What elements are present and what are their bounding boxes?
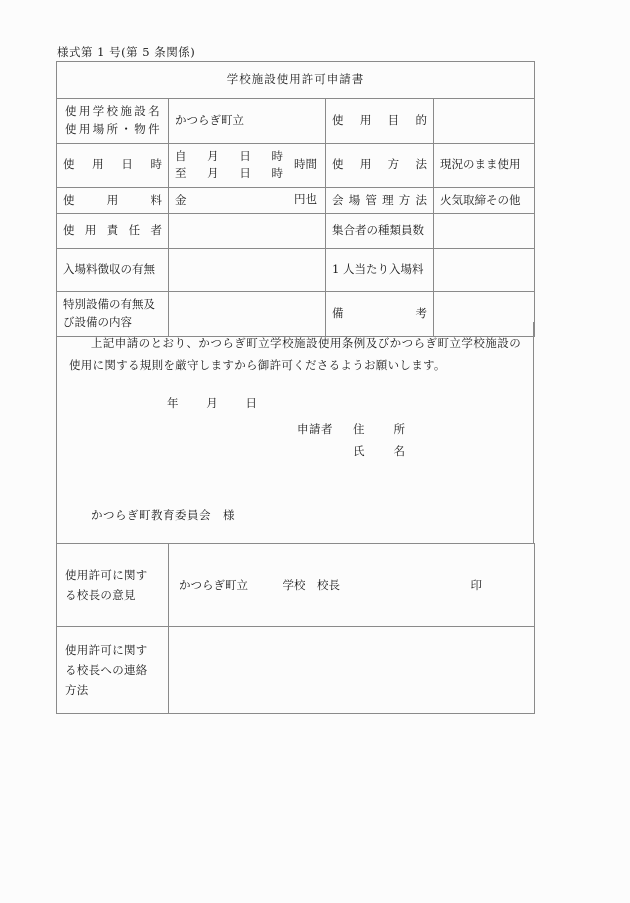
label-remarks: 備考	[326, 292, 434, 337]
table-row-title	[57, 62, 535, 99]
label-usage-fee: 使用料	[57, 187, 169, 214]
field-principal-opinion[interactable]	[169, 544, 535, 627]
fee-currency-suffix: 円也	[294, 192, 317, 207]
table-row-principal-contact	[57, 627, 535, 714]
label-principal-opinion	[57, 544, 169, 627]
field-venue-management[interactable]: 火気取締その他	[434, 187, 535, 214]
label-responsible-person: 使用責任者	[57, 214, 169, 249]
field-usage-datetime-to: 至 月 日 時	[175, 166, 283, 181]
statement-date-line[interactable]: 年 月 日	[167, 396, 257, 410]
label-special-equipment: 特別設備の有無及び設備の内容	[57, 292, 169, 337]
field-usage-fee[interactable]	[169, 187, 326, 214]
field-usage-purpose[interactable]	[434, 99, 535, 144]
field-usage-datetime-from: 自 月 日 時	[175, 149, 283, 163]
statement-block	[56, 322, 534, 544]
principal-school-text: かつらぎ町立 学校 校長	[179, 577, 340, 592]
field-facility-name[interactable]: かつらぎ町立	[169, 99, 326, 144]
field-responsible-person[interactable]	[169, 214, 326, 249]
table-row-fee	[57, 187, 535, 214]
label-attendee-count: 集合者の種類員数	[326, 214, 434, 249]
statement-paragraph: 上記申請のとおり、かつらぎ町立学校施設使用条例及びかつらぎ町立学校施設の使用に関する規則を厳守しますから御許可くださるようお願いします。	[69, 336, 521, 373]
label-admission-per-person: 1 人当たり入場料	[326, 249, 434, 292]
label-facility-name-line1: 使用学校施設名	[65, 104, 160, 119]
form-number-label: 様式第 1 号(第 5 条関係)	[57, 45, 196, 59]
table-row-responsible-person	[57, 214, 535, 249]
applicant-label: 申請者	[297, 422, 333, 436]
label-usage-purpose: 使用目的	[326, 99, 434, 144]
principal-signature-line	[177, 575, 526, 595]
label-usage-hours: 時間	[294, 157, 317, 172]
seal-mark-icon: 印	[470, 577, 482, 592]
label-principal-opinion-line2: る校長の意見	[65, 588, 136, 602]
label-venue-management: 会場管理方法	[326, 187, 434, 214]
principal-section-table	[56, 543, 535, 714]
label-principal-opinion-line1: 使用許可に関す	[65, 567, 148, 582]
label-principal-contact-line2: る校長への連絡	[65, 662, 148, 677]
label-facility-name-line2: 使用場所・物件	[65, 122, 160, 136]
table-row-datetime	[57, 144, 535, 188]
document-title: 学校施設使用許可申請書	[57, 62, 535, 99]
applicant-name-row	[297, 440, 405, 462]
field-principal-contact[interactable]	[169, 627, 535, 714]
applicant-address-label: 住所	[353, 422, 405, 436]
field-usage-datetime[interactable]	[169, 144, 326, 188]
label-principal-contact-line1: 使用許可に関す	[65, 642, 148, 657]
applicant-name-label: 氏名	[353, 444, 405, 459]
addressee-line: かつらぎ町教育委員会 様	[91, 508, 235, 522]
label-usage-method: 使用方法	[326, 144, 434, 188]
label-principal-contact-line3: 方法	[65, 683, 89, 698]
application-main-table	[56, 61, 535, 337]
fee-currency-prefix: 金	[175, 192, 187, 207]
applicant-address-row	[297, 418, 405, 440]
label-usage-datetime: 使用日時	[57, 144, 169, 188]
field-admission-collection[interactable]	[169, 249, 326, 292]
table-row-admission-collection	[57, 249, 535, 292]
field-attendee-count[interactable]	[434, 214, 535, 249]
applicant-block	[297, 418, 405, 463]
applicant-spacer	[297, 440, 353, 462]
field-admission-per-person[interactable]	[434, 249, 535, 292]
field-usage-method[interactable]: 現況のまま使用	[434, 144, 535, 188]
label-principal-contact	[57, 627, 169, 714]
label-facility-name	[57, 99, 169, 144]
table-row-principal-opinion	[57, 544, 535, 627]
table-row-facility	[57, 99, 535, 144]
label-admission-collection: 入場料徴収の有無	[57, 249, 169, 292]
